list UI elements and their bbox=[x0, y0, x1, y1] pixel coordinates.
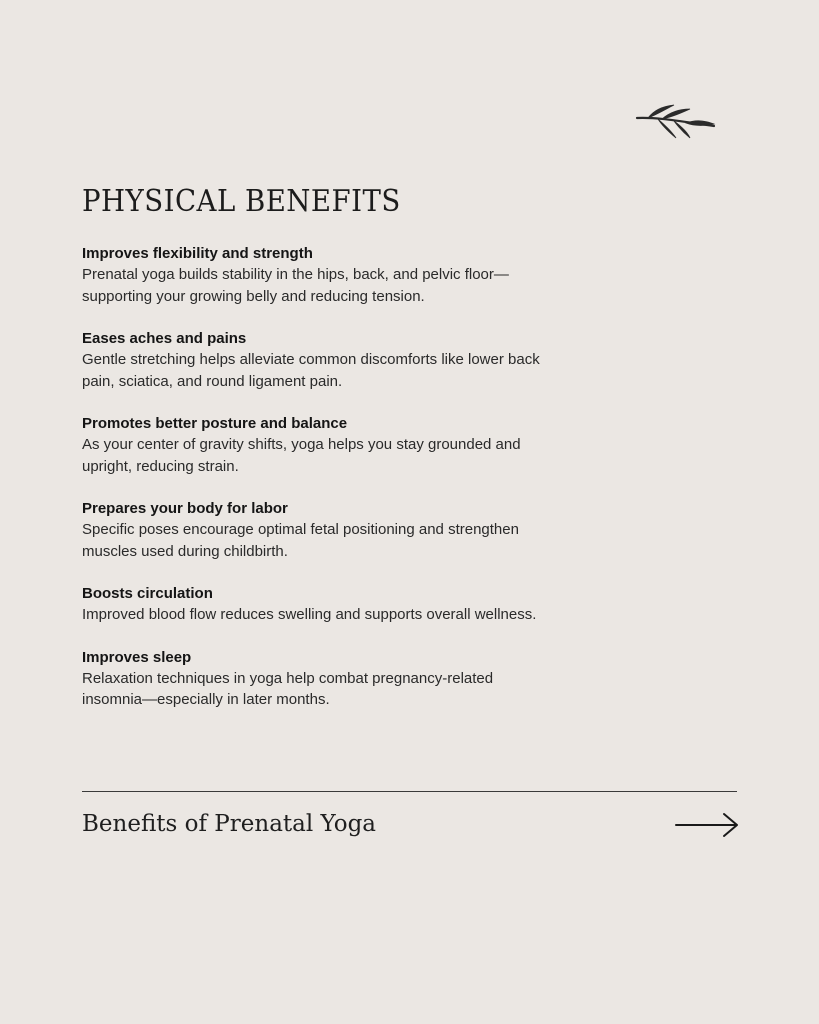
leaf-branch-icon bbox=[634, 100, 718, 144]
benefits-list bbox=[82, 243, 642, 732]
benefit-item bbox=[82, 243, 642, 307]
benefit-text-line: muscles used during childbirth. bbox=[82, 542, 288, 560]
benefit-text-line: Improved blood flow reduces swelling and supports overall wellness. bbox=[82, 606, 537, 623]
benefit-heading: Promotes better posture and balance bbox=[82, 415, 348, 432]
footer-title: Benefits of Prenatal Yoga bbox=[82, 811, 377, 837]
benefit-heading: Prepares your body for labor bbox=[82, 500, 288, 517]
benefit-heading: Boosts circulation bbox=[82, 585, 213, 602]
benefit-text-line: As your center of gravity shifts, yoga helps you stay grounded and bbox=[82, 436, 521, 453]
benefit-heading: Eases aches and pains bbox=[82, 330, 247, 347]
footer-divider bbox=[82, 791, 737, 792]
benefit-item bbox=[82, 413, 642, 477]
benefit-heading: Improves flexibility and strength bbox=[82, 245, 313, 262]
benefit-text-line: supporting your growing belly and reducing tension. bbox=[82, 287, 425, 305]
benefit-text-line: Prenatal yoga builds stability in the hips, back, and pelvic floor— bbox=[82, 266, 509, 283]
arrow-right-icon[interactable] bbox=[674, 811, 740, 839]
benefit-text-line: Specific poses encourage optimal fetal positioning and strengthen bbox=[82, 521, 519, 538]
page-title: PHYSICAL BENEFITS bbox=[82, 184, 401, 219]
benefit-heading: Improves sleep bbox=[82, 648, 192, 666]
benefit-item bbox=[82, 583, 642, 626]
benefit-item bbox=[82, 328, 642, 392]
benefit-text-line: upright, reducing strain. bbox=[82, 457, 239, 475]
benefit-text-line: Gentle stretching helps alleviate common discomforts like lower back bbox=[82, 351, 540, 368]
benefit-item bbox=[82, 647, 642, 711]
benefit-text-line: Relaxation techniques in yoga help combat pregnancy-related bbox=[82, 669, 494, 687]
benefit-text-line: insomnia—especially in later months. bbox=[82, 691, 330, 708]
benefit-text-line: pain, sciatica, and round ligament pain. bbox=[82, 372, 343, 390]
benefit-item bbox=[82, 498, 642, 562]
